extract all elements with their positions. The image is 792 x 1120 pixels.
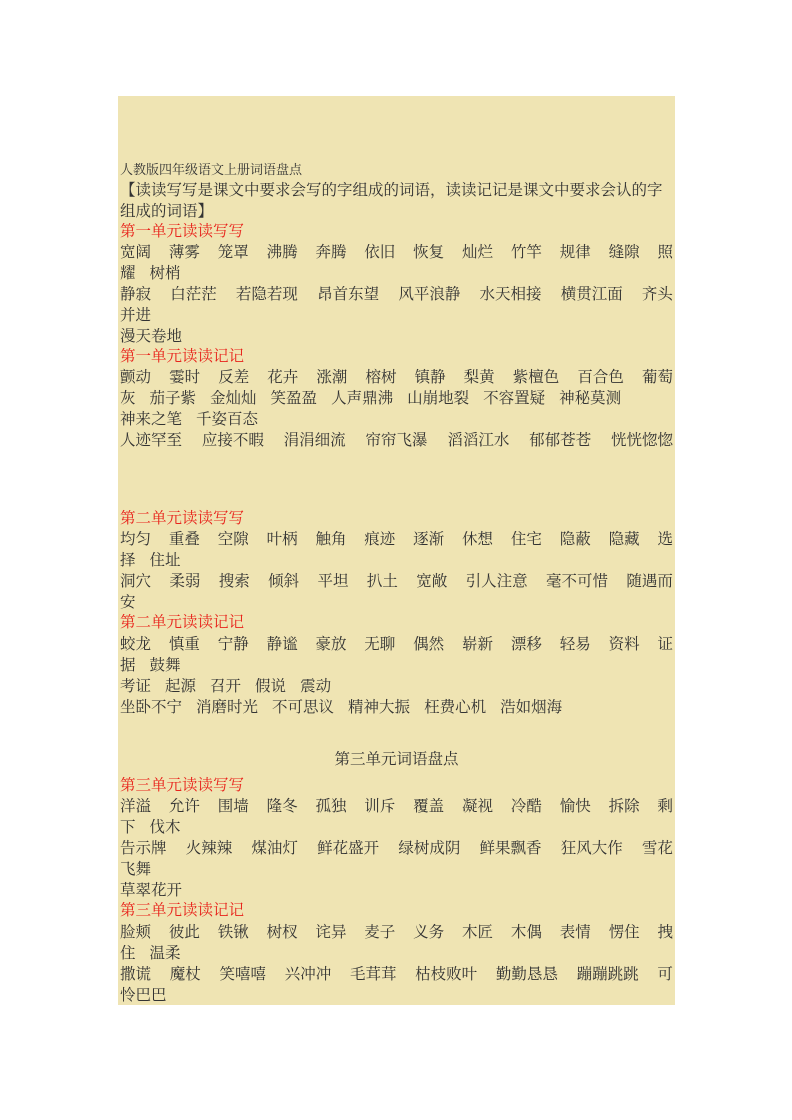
- word-item: 不容置疑: [483, 389, 546, 407]
- word-item: 允许: [168, 797, 200, 815]
- word-item: 坐卧不宁: [120, 698, 183, 716]
- word-item: 飞舞: [120, 860, 152, 878]
- word-item: 脸颊: [120, 923, 152, 941]
- word-row: [120, 838, 673, 859]
- unit2-read-heading: 第二单元读读记记: [120, 613, 245, 631]
- word-item: 安: [120, 593, 136, 611]
- word-item: 应接不暇: [201, 431, 264, 449]
- word-item: 择: [120, 551, 136, 569]
- word-item: 鲜花盛开: [317, 839, 380, 857]
- word-item: 魔杖: [169, 965, 201, 983]
- word-row: [120, 388, 673, 409]
- word-item: 兴冲冲: [284, 965, 332, 983]
- word-item: 愣住: [608, 923, 640, 941]
- word-item: 郁郁苍苍: [529, 431, 592, 449]
- word-row: [120, 817, 673, 838]
- word-row: [120, 880, 673, 901]
- word-item: 宁静: [217, 635, 249, 653]
- word-item: 涨潮: [316, 368, 348, 386]
- word-item: 震动: [300, 677, 332, 695]
- word-item: 蛟龙: [120, 635, 152, 653]
- word-item: 愉快: [559, 797, 591, 815]
- word-item: 笑盈盈: [270, 389, 318, 407]
- word-item: 千姿百态: [196, 410, 259, 428]
- word-item: 不可思议: [272, 698, 335, 716]
- word-item: 静寂: [120, 285, 152, 303]
- word-row: [120, 943, 673, 964]
- word-item: 涓涓细流: [283, 431, 346, 449]
- word-item: 扒土: [366, 572, 398, 590]
- word-item: 围墙: [217, 797, 249, 815]
- word-item: 隐藏: [608, 530, 640, 548]
- word-item: 孤独: [315, 797, 347, 815]
- word-item: 慎重: [168, 635, 200, 653]
- word-item: 隆冬: [266, 797, 298, 815]
- word-item: 木偶: [510, 923, 542, 941]
- word-item: 沸腾: [266, 243, 298, 261]
- word-row: [120, 676, 673, 697]
- unit1-write-heading: 第一单元读读写写: [120, 222, 245, 240]
- word-item: 无聊: [364, 635, 396, 653]
- word-item: 怜巴巴: [120, 986, 167, 1004]
- word-item: 诧异: [315, 923, 347, 941]
- word-item: 颤动: [120, 368, 152, 386]
- word-item: 木匠: [462, 923, 494, 941]
- word-item: 宽阔: [120, 243, 152, 261]
- word-item: 撒谎: [120, 965, 152, 983]
- word-item: 毫不可惜: [546, 572, 609, 590]
- word-item: 崭新: [462, 635, 494, 653]
- word-row: [120, 634, 673, 655]
- word-item: 缝隙: [608, 243, 640, 261]
- word-item: 覆盖: [413, 797, 445, 815]
- word-item: 枉费心机: [424, 698, 487, 716]
- word-item: 帘帘飞瀑: [365, 431, 428, 449]
- word-item: 铁锹: [217, 923, 249, 941]
- word-item: 火辣辣: [185, 839, 233, 857]
- word-item: 蹦蹦跳跳: [576, 965, 639, 983]
- word-row: [120, 796, 673, 817]
- word-item: 鲜果飘香: [479, 839, 542, 857]
- word-item: 人迹罕至: [120, 431, 183, 449]
- intro-line-1: 【读读写写是课文中要求会写的字组成的词语，读读记记是课文中要求会认的字: [120, 181, 663, 199]
- word-item: 竹竿: [510, 243, 542, 261]
- word-item: 神来之笔: [120, 410, 183, 428]
- unit2-write-heading: 第二单元读读写写: [120, 509, 245, 527]
- word-item: 绿树成阴: [398, 839, 461, 857]
- word-item: 风平浪静: [398, 285, 461, 303]
- word-item: 冷酷: [510, 797, 542, 815]
- word-item: 逐渐: [413, 530, 445, 548]
- word-item: 煤油灯: [251, 839, 298, 857]
- word-item: 漂移: [510, 635, 542, 653]
- word-row: [120, 697, 673, 718]
- word-item: 草翠花开: [120, 881, 183, 899]
- word-row: [120, 592, 673, 613]
- word-item: 住: [120, 944, 136, 962]
- word-item: 消磨时光: [196, 698, 259, 716]
- word-item: 漫天卷地: [120, 327, 183, 345]
- word-item: 义务: [413, 923, 445, 941]
- word-item: 恢复: [413, 243, 445, 261]
- unit3-write-heading: 第三单元读读写写: [120, 776, 245, 794]
- word-item: 金灿灿: [210, 389, 257, 407]
- word-item: 据: [120, 656, 136, 674]
- word-item: 倾斜: [268, 572, 300, 590]
- word-item: 齐头: [641, 285, 673, 303]
- word-item: 彼此: [168, 923, 200, 941]
- document-panel: [118, 96, 675, 1005]
- word-row: [120, 305, 673, 326]
- word-item: 拆除: [608, 797, 640, 815]
- intro-line-2: 组成的词语】: [120, 202, 214, 220]
- word-item: 依旧: [364, 243, 396, 261]
- word-item: 平坦: [317, 572, 349, 590]
- word-row: [120, 922, 673, 943]
- word-item: 柔弱: [169, 572, 201, 590]
- word-item: 均匀: [120, 530, 152, 548]
- word-item: 触角: [315, 530, 347, 548]
- word-item: 葡萄: [641, 368, 673, 386]
- word-item: 梨黄: [463, 368, 495, 386]
- word-item: 假说: [255, 677, 287, 695]
- word-item: 宽敞: [416, 572, 448, 590]
- word-row: [120, 284, 673, 305]
- word-item: 伐木: [149, 818, 181, 836]
- word-item: 人声鼎沸: [331, 389, 394, 407]
- word-item: 精神大振: [348, 698, 411, 716]
- word-row: [120, 529, 673, 550]
- word-item: 轻易: [559, 635, 591, 653]
- word-row: [120, 326, 673, 347]
- word-item: 并进: [120, 306, 152, 324]
- word-item: 叶柄: [266, 530, 298, 548]
- word-item: 告示牌: [120, 839, 167, 857]
- word-row: [120, 655, 673, 676]
- word-row: [120, 263, 673, 284]
- word-item: 反差: [218, 368, 250, 386]
- word-item: 山崩地裂: [407, 389, 470, 407]
- word-item: 茄子紫: [149, 389, 197, 407]
- word-item: 榕树: [365, 368, 397, 386]
- word-item: 表情: [559, 923, 591, 941]
- word-item: 可: [657, 965, 673, 983]
- word-item: 灰: [120, 389, 136, 407]
- word-item: 随遇而: [626, 572, 673, 590]
- word-item: 洋溢: [120, 797, 152, 815]
- word-item: 奔腾: [315, 243, 347, 261]
- word-item: 隐蔽: [559, 530, 591, 548]
- word-item: 资料: [608, 635, 640, 653]
- word-item: 照: [657, 243, 673, 261]
- word-item: 浩如烟海: [500, 698, 563, 716]
- word-item: 空隙: [217, 530, 249, 548]
- word-item: 昂首东望: [317, 285, 380, 303]
- word-item: 住址: [149, 551, 181, 569]
- word-item: 雪花: [641, 839, 673, 857]
- word-item: 麦子: [364, 923, 396, 941]
- word-item: 花卉: [267, 368, 299, 386]
- word-item: 召开: [210, 677, 242, 695]
- word-item: 水天相接: [479, 285, 542, 303]
- word-row: [120, 430, 673, 451]
- word-item: 凝视: [462, 797, 494, 815]
- word-item: 笼罩: [217, 243, 249, 261]
- word-item: 白茫茫: [170, 285, 217, 303]
- word-item: 鼓舞: [149, 656, 181, 674]
- unit3-read-heading: 第三单元读读记记: [120, 901, 245, 919]
- word-item: 灿烂: [462, 243, 494, 261]
- word-row: [120, 409, 673, 430]
- word-item: 考证: [120, 677, 152, 695]
- word-item: 笑嘻嘻: [219, 965, 266, 983]
- word-row: [120, 964, 673, 985]
- document-title: 人教版四年级语文上册词语盘点: [120, 163, 303, 178]
- word-item: 休想: [462, 530, 494, 548]
- word-item: 静谧: [266, 635, 298, 653]
- word-item: 霎时: [169, 368, 201, 386]
- word-item: 选: [657, 530, 673, 548]
- word-item: 神秘莫测: [559, 389, 622, 407]
- word-item: 横贯江面: [560, 285, 623, 303]
- word-item: 滔滔江水: [447, 431, 510, 449]
- word-item: 恍恍惚惚: [610, 431, 673, 449]
- unit1-read-heading: 第一单元读读记记: [120, 347, 245, 365]
- word-item: 下: [120, 818, 136, 836]
- word-item: 勤勤恳恳: [495, 965, 558, 983]
- word-item: 薄雾: [168, 243, 200, 261]
- word-item: 镇静: [414, 368, 446, 386]
- word-item: 训斥: [364, 797, 396, 815]
- word-item: 重叠: [168, 530, 200, 548]
- word-item: 搜索: [218, 572, 250, 590]
- word-item: 狂风大作: [560, 839, 623, 857]
- word-item: 温柔: [149, 944, 181, 962]
- word-item: 拽: [657, 923, 673, 941]
- word-item: 百合色: [577, 368, 624, 386]
- word-item: 树梢: [149, 264, 181, 282]
- word-row: [120, 550, 673, 571]
- word-item: 痕迹: [364, 530, 396, 548]
- unit3-title: 第三单元词语盘点: [334, 750, 459, 768]
- word-item: 耀: [120, 264, 136, 282]
- word-item: 紫檀色: [512, 368, 560, 386]
- word-row: [120, 859, 673, 880]
- word-row: [120, 985, 673, 1006]
- word-item: 若隐若现: [235, 285, 298, 303]
- word-item: 洞穴: [120, 572, 152, 590]
- word-item: 树杈: [266, 923, 298, 941]
- word-item: 豪放: [315, 635, 347, 653]
- word-item: 偶然: [413, 635, 445, 653]
- word-row: [120, 242, 673, 263]
- word-item: 剩: [657, 797, 673, 815]
- word-item: 枯枝败叶: [415, 965, 478, 983]
- word-item: 住宅: [510, 530, 542, 548]
- word-item: 规律: [559, 243, 591, 261]
- word-row: [120, 367, 673, 388]
- word-item: 证: [657, 635, 673, 653]
- word-row: [120, 571, 673, 592]
- word-item: 引人注意: [465, 572, 528, 590]
- word-item: 毛茸茸: [349, 965, 397, 983]
- word-item: 起源: [165, 677, 197, 695]
